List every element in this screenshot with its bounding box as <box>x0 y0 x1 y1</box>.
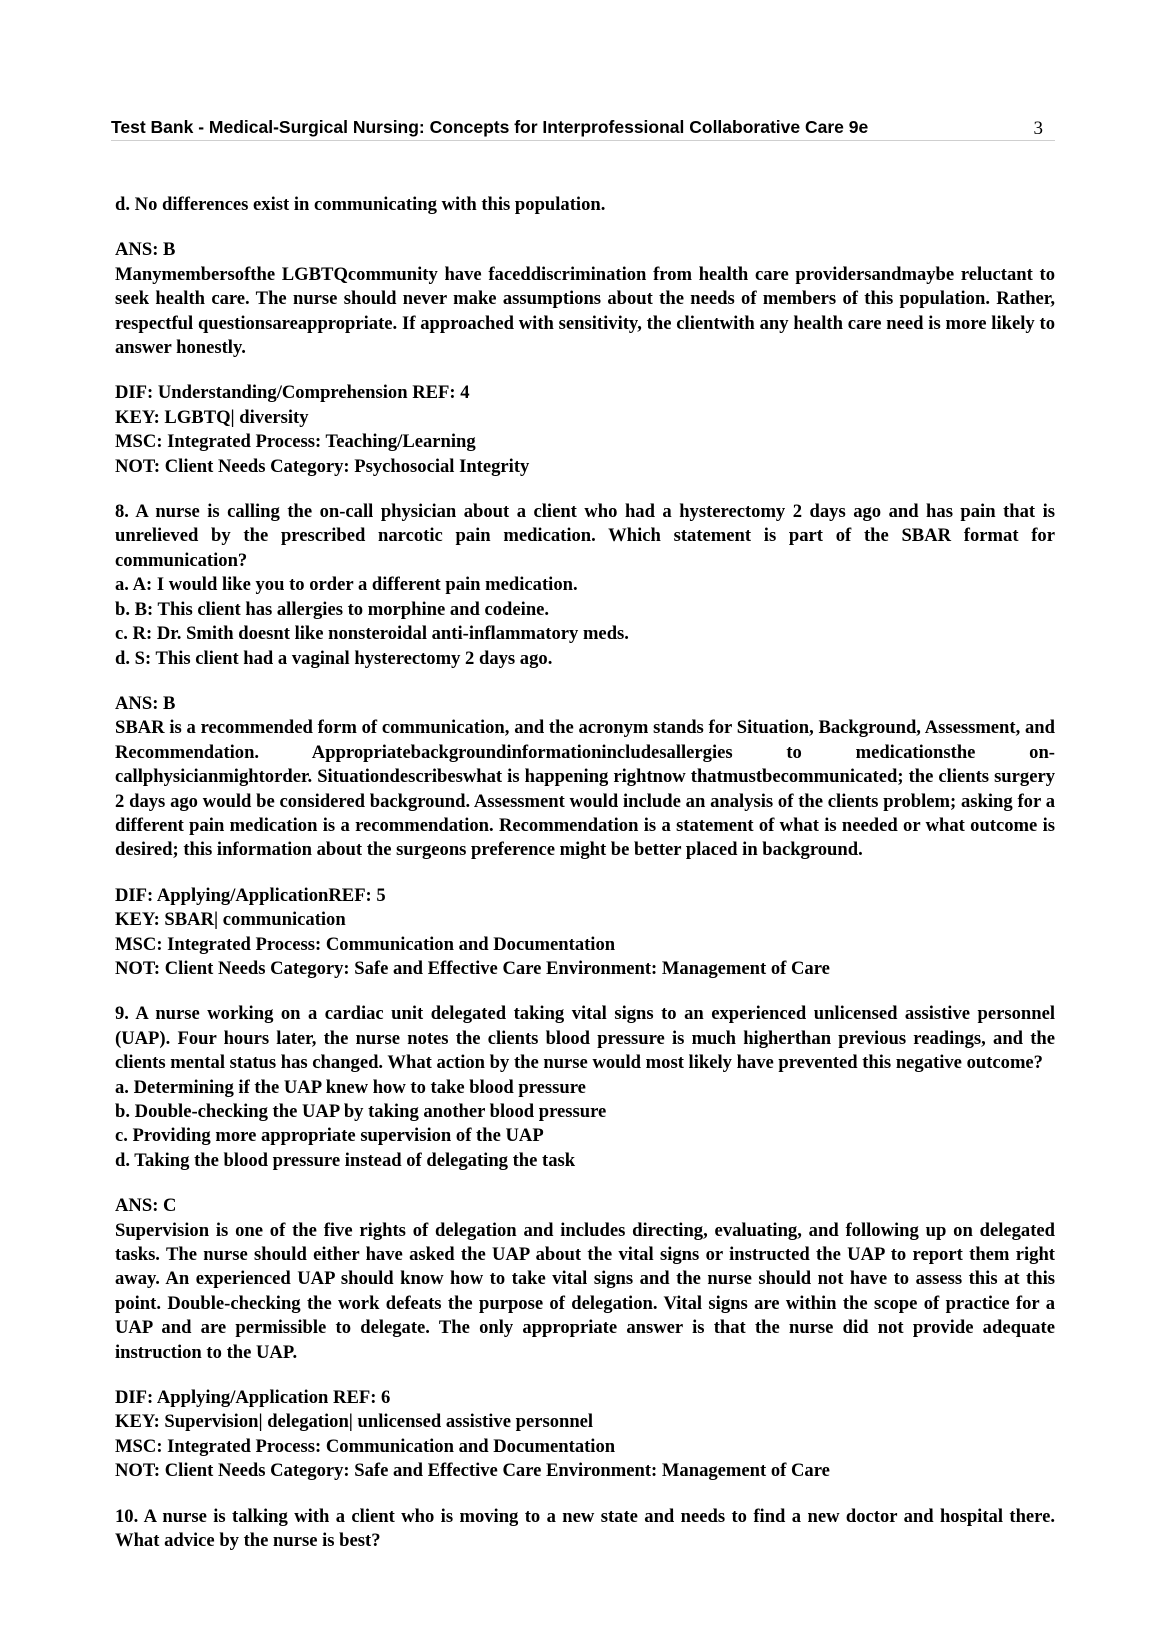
msc-category: MSC: Integrated Process: Communication and Documentation <box>115 1435 616 1457</box>
header-title: Test Bank - Medical-Surgical Nursing: Concepts for Interprofessional Collaborative Care 9e <box>111 117 869 137</box>
option-a: a. Determining if the UAP knew how to take blood pressure <box>115 1076 586 1098</box>
page-header <box>111 116 1055 141</box>
answer-label: ANS: B <box>115 692 176 714</box>
difficulty-ref: DIF: Applying/Application REF: 6 <box>115 1387 391 1409</box>
rationale: SBAR is a recommended form of communication, and the acronym stands for Situation, Background, Assessment, and Recommendation. Appropriatebackgroundinformationincludesallergies to medicationsthe on-callphysicianmightorder. Situationdescribeswhat is happening rightnow thatmustbecommunicated; the clients surgery 2 days ago would be considered background. Assessment would include an analysis of the clients problem; asking for a different pain medication is a recommendation. Recommendation is a statement of what is needed or what outcome is desired; this information about the surgeons preference might be better placed in background. <box>115 717 1055 861</box>
option-b: b. Double-checking the UAP by taking another blood pressure <box>115 1101 607 1122</box>
question-stem: 8. A nurse is calling the on-call physician about a client who had a hysterectomy 2 days ago and has pain that is unrelieved by the prescribed narcotic pain medication. Which statement is part of the SBAR format for communication? <box>115 501 1055 571</box>
option-b: b. B: This client has allergies to morphine and codeine. <box>115 598 550 620</box>
question-stem: 10. A nurse is talking with a client who is moving to a new state and needs to find a new doctor and hospital there. What advice by the nurse is best? <box>115 1505 1055 1552</box>
option-d: d. Taking the blood pressure instead of delegating the task <box>115 1149 576 1171</box>
question-stem: 9. A nurse working on a cardiac unit delegated taking vital signs to an experienced unlicensed assistive personnel (UAP). Four hours later, the nurse notes the clients blood pressure is much higherthan previous readings, and the clients mental status has changed. What action by the nurse would most likely have prevented this negative outcome? <box>115 1003 1055 1074</box>
answer-label: ANS: B <box>115 239 176 261</box>
client-needs-category: NOT: Client Needs Category: Psychosocial Integrity <box>115 455 530 477</box>
option-c: c. Providing more appropriate supervision of the UAP <box>115 1125 544 1147</box>
document-body <box>115 193 1055 1575</box>
option-d: d. S: This client had a vaginal hysterectomy 2 days ago. <box>115 647 553 669</box>
answer-label: ANS: C <box>115 1195 177 1217</box>
question-9-meta <box>115 1386 1055 1484</box>
question-7-meta <box>115 381 1055 479</box>
msc-category: MSC: Integrated Process: Teaching/Learning <box>115 431 476 453</box>
client-needs-category: NOT: Client Needs Category: Safe and Effective Care Environment: Management of Care <box>115 957 830 979</box>
keywords: KEY: SBAR| communication <box>115 909 346 931</box>
rationale: Supervision is one of the five rights of delegation and includes directing, evaluating, and following up on delegated tasks. The nurse should either have asked the UAP about the vital signs or instructed the UAP to report them right away. An experienced UAP should know how to take vital signs and the nurse should not have to assess this at this point. Double-checking the work defeats the purpose of delegation. Vital signs are within the scope of practice for a UAP and are permissible to delegate. The only appropriate answer is that the nurse did not provide adequate instruction to the UAP. <box>115 1219 1055 1363</box>
difficulty-ref: DIF: Applying/ApplicationREF: 5 <box>115 884 386 906</box>
page-number: 3 <box>1033 118 1043 139</box>
option-a: a. A: I would like you to order a different pain medication. <box>115 574 578 596</box>
difficulty-ref: DIF: Understanding/Comprehension REF: 4 <box>115 382 470 404</box>
question-8-meta <box>115 884 1055 982</box>
question-9 <box>115 1002 1055 1173</box>
option-d: d. No differences exist in communicating with this population. <box>115 194 606 215</box>
question-8-answer-block <box>115 692 1055 863</box>
keywords: KEY: LGBTQ| diversity <box>115 406 309 428</box>
question-9-answer-block <box>115 1194 1055 1365</box>
keywords: KEY: Supervision| delegation| unlicensed assistive personnel <box>115 1411 594 1433</box>
option-c: c. R: Dr. Smith doesnt like nonsteroidal anti-inflammatory meds. <box>115 623 629 645</box>
rationale: Manymembersofthe LGBTQcommunity have faceddiscrimination from health care providersandmaybe reluctant to seek health care. The nurse should never make assumptions about the needs of members of this population. Rather, respectful questionsareappropriate. If approached with sensitivity, the clientwith any health care need is more likely to answer honestly. <box>115 263 1055 359</box>
question-8 <box>115 500 1055 671</box>
question-10 <box>115 1505 1055 1554</box>
question-7-answer-block <box>115 238 1055 360</box>
client-needs-category: NOT: Client Needs Category: Safe and Effective Care Environment: Management of Care <box>115 1460 830 1482</box>
msc-category: MSC: Integrated Process: Communication and Documentation <box>115 933 616 955</box>
question-7-option-block <box>115 193 1055 217</box>
